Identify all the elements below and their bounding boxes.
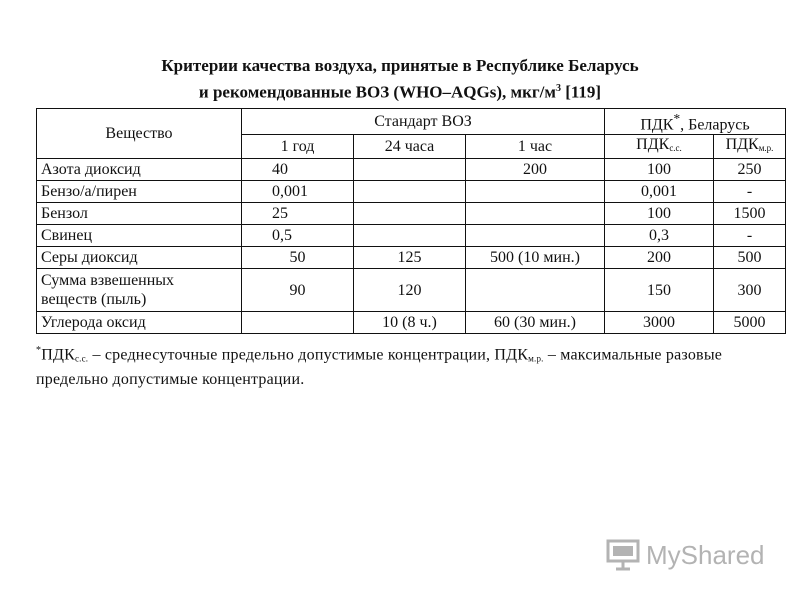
table-row xyxy=(37,203,786,225)
cell-year: 90 xyxy=(242,269,354,312)
air-quality-table xyxy=(36,108,786,334)
cell-1h: 200 xyxy=(466,159,605,181)
table-row xyxy=(37,312,786,334)
cell-pdk-mr: 300 xyxy=(714,269,786,312)
cell-year: 25 xyxy=(242,203,354,225)
header-pdk-ss-label: ПДК xyxy=(636,136,670,154)
header-pdk-ss xyxy=(605,135,714,159)
footnote-pdk-ss-sub: с.с. xyxy=(74,353,89,364)
header-pdk-mr xyxy=(714,135,786,159)
footnote-text-2: – максимальные разовые предельно допустимые концентрации. xyxy=(36,346,723,389)
table-row xyxy=(37,269,786,312)
table-row xyxy=(37,181,786,203)
footnote-text-1: – среднесуточные предельно допустимые концентрации, xyxy=(88,346,495,364)
cell-pdk-mr: 250 xyxy=(714,159,786,181)
header-substance: Вещество xyxy=(37,109,242,159)
cell-pdk-ss: 3000 xyxy=(605,312,714,334)
header-pdk-star: * xyxy=(673,111,681,126)
header-who-standard: Стандарт ВОЗ xyxy=(242,109,605,135)
cell-pdk-mr: 1500 xyxy=(714,203,786,225)
cell-24h: 125 xyxy=(354,247,466,269)
cell-24h xyxy=(354,159,466,181)
cell-pdk-ss: 0,001 xyxy=(605,181,714,203)
header-pdk-label: ПДК xyxy=(640,116,674,134)
cell-pdk-ss: 0,3 xyxy=(605,225,714,247)
footnote-pdk-mr: ПДК xyxy=(494,346,529,364)
cell-year: 0,001 xyxy=(242,181,354,203)
cell-24h: 120 xyxy=(354,269,466,312)
title-line-2 xyxy=(0,77,800,104)
myshared-watermark xyxy=(606,536,765,574)
cell-1h: 60 (30 мин.) xyxy=(466,312,605,334)
cell-pdk-ss: 100 xyxy=(605,159,714,181)
table-row xyxy=(37,247,786,269)
cell-substance: Бензол xyxy=(37,203,242,225)
cell-substance: Свинец xyxy=(37,225,242,247)
cell-pdk-ss: 100 xyxy=(605,203,714,225)
cell-pdk-mr: 500 xyxy=(714,247,786,269)
table-row xyxy=(37,225,786,247)
cell-1h xyxy=(466,225,605,247)
header-pdk-suffix: , Беларусь xyxy=(680,116,750,134)
cell-pdk-ss: 200 xyxy=(605,247,714,269)
table-footnote xyxy=(36,340,788,391)
footnote-pdk-mr-sub: м.р. xyxy=(528,353,544,364)
cell-24h: 10 (8 ч.) xyxy=(354,312,466,334)
cell-substance: Углерода оксид xyxy=(37,312,242,334)
cell-substance-line-1: Сумма взвешенных xyxy=(41,272,175,290)
cell-substance: Серы диоксид xyxy=(37,247,242,269)
header-24h: 24 часа xyxy=(354,135,466,159)
cell-year: 50 xyxy=(242,247,354,269)
document-title xyxy=(0,54,800,104)
cell-1h xyxy=(466,269,605,312)
footnote-star: * xyxy=(36,345,42,356)
cell-24h xyxy=(354,181,466,203)
cell-pdk-mr: - xyxy=(714,181,786,203)
header-1h: 1 час xyxy=(466,135,605,159)
header-pdk-belarus xyxy=(605,109,786,135)
cell-1h: 500 (10 мин.) xyxy=(466,247,605,269)
cell-1h xyxy=(466,181,605,203)
cell-24h xyxy=(354,225,466,247)
cell-substance: Бензо/а/пирен xyxy=(37,181,242,203)
header-pdk-mr-sub: м.р. xyxy=(758,143,774,154)
title-line-2-text: и рекомендованные ВОЗ (WHO–AQGs), мкг/м xyxy=(198,82,556,102)
cell-year: 40 xyxy=(242,159,354,181)
title-line-1: Критерии качества воздуха, принятые в Республике Беларусь xyxy=(161,56,639,75)
cell-pdk-mr: - xyxy=(714,225,786,247)
cell-pdk-mr: 5000 xyxy=(714,312,786,334)
cell-pdk-ss: 150 xyxy=(605,269,714,312)
cell-year: 0,5 xyxy=(242,225,354,247)
header-pdk-mr-label: ПДК xyxy=(725,136,759,154)
cell-substance xyxy=(37,269,242,312)
cell-1h xyxy=(466,203,605,225)
cell-substance: Азота диоксид xyxy=(37,159,242,181)
header-pdk-ss-sub: с.с. xyxy=(669,143,682,154)
header-year: 1 год xyxy=(242,135,354,159)
presentation-board-icon xyxy=(606,539,640,571)
footnote-pdk-ss: ПДК xyxy=(41,346,75,364)
table-row xyxy=(37,159,786,181)
table-header-row-1 xyxy=(37,109,786,135)
watermark-text: MyShared xyxy=(646,539,765,570)
cell-substance-line-2: веществ (пыль) xyxy=(41,291,147,309)
cell-year xyxy=(242,312,354,334)
cell-24h xyxy=(354,203,466,225)
title-unit-superscript: 3 xyxy=(555,83,561,94)
title-reference: [119] xyxy=(560,82,602,102)
